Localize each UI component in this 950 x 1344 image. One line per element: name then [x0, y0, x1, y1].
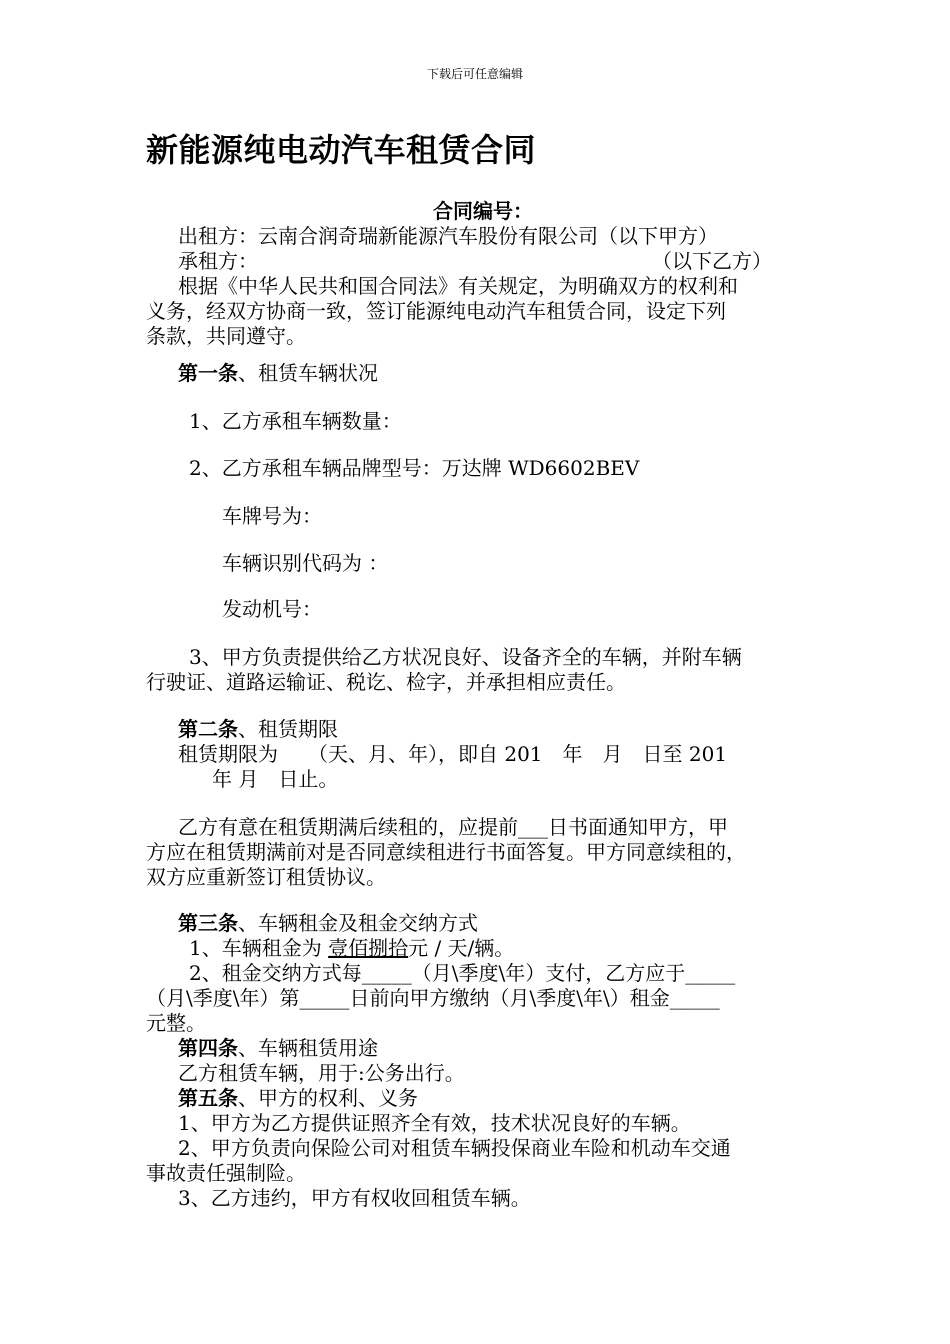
lessor-line: 出租方：云南合润奇瑞新能源汽车股份有限公司（以下甲方）	[178, 224, 718, 248]
article-5-item-2-line-2: 事故责任强制险。	[146, 1161, 306, 1185]
lessee-suffix: （以下乙方）	[652, 249, 772, 273]
article-5-item-1: 1、甲方为乙方提供证照齐全有效，技术状况良好的车辆。	[178, 1111, 691, 1135]
article-2-title: 、租赁期限	[238, 717, 338, 741]
header-note: 下载后可任意编辑	[426, 67, 523, 81]
payment-line-3: 元整。	[146, 1011, 206, 1035]
rent-suffix: 元 / 天/辆。	[408, 936, 515, 960]
article-1-heading	[178, 361, 378, 386]
article-5-item-3: 3、乙方违约，甲方有权收回租赁车辆。	[178, 1186, 531, 1210]
lease-term-line-2: 年 月 日止。	[212, 767, 339, 791]
article-3-heading	[178, 911, 478, 936]
article-4-heading	[178, 1036, 378, 1061]
article-1-item-1: 1、乙方承租车辆数量：	[189, 409, 402, 433]
article-1-number: 第一条	[178, 361, 238, 385]
article-5-item-2-line-1: 2、甲方负责向保险公司对租赁车辆投保商业车险和机动车交通	[178, 1136, 731, 1160]
rent-prefix: 1、车辆租金为	[189, 936, 329, 960]
article-5-heading	[178, 1086, 418, 1111]
intro-line-1: 根据《中华人民共和国合同法》有关规定，为明确双方的权利和	[178, 274, 738, 298]
plate-number-label: 车牌号为：	[222, 504, 322, 528]
usage-line: 乙方租赁车辆，用于:公务出行。	[178, 1061, 465, 1085]
contract-number-label: 合同编号：	[433, 199, 533, 223]
article-3-number: 第三条	[178, 911, 238, 935]
renewal-line-3: 双方应重新签订租赁协议。	[146, 865, 386, 889]
lessee-label: 承租方：	[178, 249, 258, 273]
page-title: 新能源纯电动汽车租赁合同	[146, 131, 537, 169]
article-3-title: 、车辆租金及租金交纳方式	[238, 911, 478, 935]
renewal-line-1: 乙方有意在租赁期满后续租的，应提前___日书面通知甲方，甲	[178, 815, 728, 839]
renewal-line-2: 方应在租赁期满前对是否同意续租进行书面答复。甲方同意续租的，	[146, 840, 746, 864]
engine-number-label: 发动机号：	[222, 597, 322, 621]
intro-line-2: 义务，经双方协商一致，签订能源纯电动汽车租赁合同，设定下列	[146, 299, 726, 323]
rent-amount-line	[189, 936, 514, 961]
article-1-item-3-line-2: 行驶证、道路运输证、税讫、检字，并承担相应责任。	[146, 670, 626, 694]
article-2-heading	[178, 717, 338, 742]
intro-line-3: 条款，共同遵守。	[146, 324, 306, 348]
payment-line-2: （月\季度\年）第_____日前向甲方缴纳（月\季度\年\）租金_____	[146, 986, 720, 1010]
article-1-title: 、租赁车辆状况	[238, 361, 378, 385]
lease-term-line-1: 租赁期限为 （天、月、年），即自 201 年 月 日至 201	[178, 742, 728, 766]
article-4-number: 第四条	[178, 1036, 238, 1060]
rent-amount: 壹佰捌拾	[328, 936, 409, 960]
vin-label: 车辆识别代码为 ：	[222, 551, 389, 575]
article-1-item-2: 2、乙方承租车辆品牌型号：万达牌 WD6602BEV	[189, 456, 640, 480]
article-4-title: 、车辆租赁用途	[238, 1036, 378, 1060]
article-1-item-3-line-1: 3、甲方负责提供给乙方状况良好、设备齐全的车辆，并附车辆	[189, 645, 742, 669]
payment-line-1: 2、租金交纳方式每_____（月\季度\年）支付，乙方应于_____	[189, 961, 736, 985]
article-2-number: 第二条	[178, 717, 238, 741]
article-5-title: 、甲方的权利、义务	[238, 1086, 418, 1110]
article-5-number: 第五条	[178, 1086, 238, 1110]
